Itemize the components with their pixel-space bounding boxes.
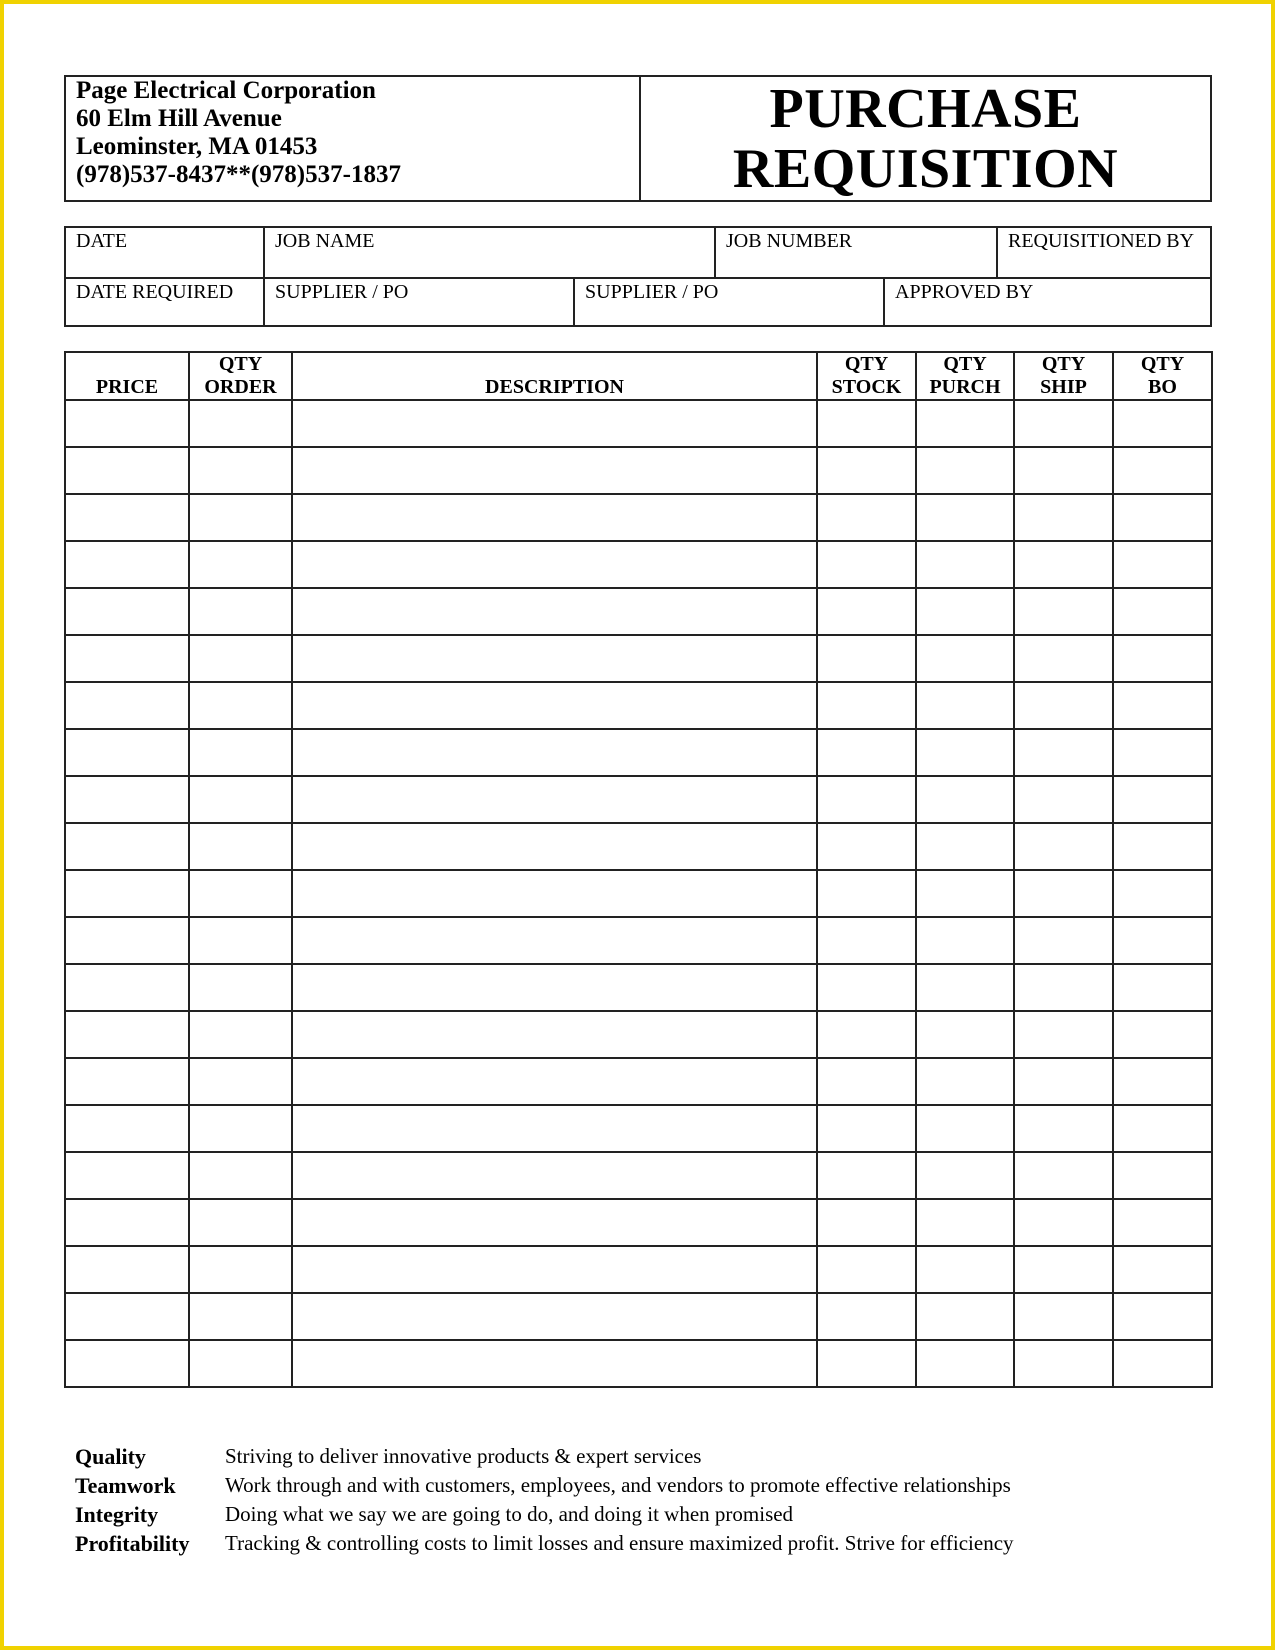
qty-order-cell[interactable] <box>189 823 292 870</box>
description-cell[interactable] <box>292 588 817 635</box>
qty-bo-cell[interactable] <box>1113 776 1212 823</box>
table-row <box>65 447 1212 494</box>
qty-purch-cell[interactable] <box>916 1340 1014 1387</box>
description-cell[interactable] <box>292 729 817 776</box>
qty-stock-cell[interactable] <box>817 1340 916 1387</box>
qty-ship-cell[interactable] <box>1014 776 1113 823</box>
qty-ship-cell[interactable] <box>1014 1058 1113 1105</box>
qty-bo-cell[interactable] <box>1113 1293 1212 1340</box>
column-header-qty-bo: QTY BO <box>1113 352 1212 400</box>
value-description: Work through and with customers, employees, and vendors to promote effective relationships <box>225 1473 1011 1497</box>
column-header-qty-ship: QTY SHIP <box>1014 352 1113 400</box>
price-cell[interactable] <box>65 588 189 635</box>
qty-purch-cell[interactable] <box>916 400 1014 447</box>
table-row <box>65 1105 1212 1152</box>
qty-stock-cell[interactable] <box>817 447 916 494</box>
description-cell[interactable] <box>292 1340 817 1387</box>
qty-bo-cell[interactable] <box>1113 917 1212 964</box>
qty-order-cell[interactable] <box>189 1058 292 1105</box>
qty-stock-cell[interactable] <box>817 1152 916 1199</box>
price-cell[interactable] <box>65 1340 189 1387</box>
qty-bo-cell[interactable] <box>1113 1105 1212 1152</box>
qty-ship-cell[interactable] <box>1014 1199 1113 1246</box>
date-field[interactable]: DATE <box>66 228 265 277</box>
qty-bo-cell[interactable] <box>1113 1152 1212 1199</box>
value-description: Tracking & controlling costs to limit losses and ensure maximized profit. Strive for efficiency <box>225 1531 1014 1555</box>
qty-stock-cell[interactable] <box>817 1105 916 1152</box>
qty-order-cell[interactable] <box>189 400 292 447</box>
qty-stock-cell[interactable] <box>817 400 916 447</box>
description-cell[interactable] <box>292 1105 817 1152</box>
qty-bo-cell[interactable] <box>1113 1199 1212 1246</box>
qty-stock-cell[interactable] <box>817 1011 916 1058</box>
price-cell[interactable] <box>65 635 189 682</box>
qty-ship-cell[interactable] <box>1014 447 1113 494</box>
description-cell[interactable] <box>292 400 817 447</box>
qty-ship-cell[interactable] <box>1014 635 1113 682</box>
price-cell[interactable] <box>65 1152 189 1199</box>
table-row <box>65 917 1212 964</box>
qty-ship-cell[interactable] <box>1014 823 1113 870</box>
qty-bo-cell[interactable] <box>1113 964 1212 1011</box>
qty-bo-cell[interactable] <box>1113 823 1212 870</box>
price-cell[interactable] <box>65 1105 189 1152</box>
qty-order-cell[interactable] <box>189 964 292 1011</box>
table-header-row <box>65 352 1212 400</box>
price-cell[interactable] <box>65 776 189 823</box>
value-description: Doing what we say we are going to do, and doing it when promised <box>225 1502 794 1526</box>
info-row-2 <box>66 277 1210 325</box>
job-name-field[interactable]: JOB NAME <box>265 228 716 277</box>
company-phones: (978)537-8437**(978)537-1837 <box>76 161 401 188</box>
description-cell[interactable] <box>292 682 817 729</box>
description-cell[interactable] <box>292 635 817 682</box>
qty-ship-cell[interactable] <box>1014 1293 1113 1340</box>
company-info <box>66 77 641 200</box>
price-cell[interactable] <box>65 917 189 964</box>
description-cell[interactable] <box>292 541 817 588</box>
table-row <box>65 823 1212 870</box>
table-row <box>65 964 1212 1011</box>
description-cell[interactable] <box>292 964 817 1011</box>
qty-purch-cell[interactable] <box>916 1011 1014 1058</box>
column-header-price: PRICE <box>65 352 189 400</box>
qty-stock-cell[interactable] <box>817 588 916 635</box>
qty-bo-cell[interactable] <box>1113 870 1212 917</box>
description-cell[interactable] <box>292 1246 817 1293</box>
qty-order-cell[interactable] <box>189 1293 292 1340</box>
column-header-description: DESCRIPTION <box>292 352 817 400</box>
description-cell[interactable] <box>292 1011 817 1058</box>
qty-purch-cell[interactable] <box>916 1293 1014 1340</box>
qty-purch-cell[interactable] <box>916 682 1014 729</box>
items-table <box>64 351 1213 1388</box>
qty-purch-cell[interactable] <box>916 588 1014 635</box>
qty-stock-cell[interactable] <box>817 776 916 823</box>
value-name: Integrity <box>75 1502 159 1527</box>
qty-ship-cell[interactable] <box>1014 917 1113 964</box>
value-row-teamwork <box>75 1471 1014 1500</box>
value-name: Quality <box>75 1444 146 1469</box>
price-cell[interactable] <box>65 682 189 729</box>
description-cell[interactable] <box>292 870 817 917</box>
qty-order-cell[interactable] <box>189 635 292 682</box>
info-row-1 <box>66 228 1210 277</box>
qty-bo-cell[interactable] <box>1113 682 1212 729</box>
table-row <box>65 682 1212 729</box>
items-table-body <box>65 400 1212 1387</box>
qty-order-cell[interactable] <box>189 1340 292 1387</box>
qty-stock-cell[interactable] <box>817 1058 916 1105</box>
table-row <box>65 729 1212 776</box>
requisitioned-by-field[interactable]: REQUISITIONED BY <box>1008 230 1195 252</box>
qty-purch-cell[interactable] <box>916 447 1014 494</box>
qty-order-cell[interactable] <box>189 1152 292 1199</box>
qty-purch-cell[interactable] <box>916 494 1014 541</box>
qty-order-cell[interactable] <box>189 1199 292 1246</box>
qty-order-cell[interactable] <box>189 682 292 729</box>
table-row <box>65 1152 1212 1199</box>
description-cell[interactable] <box>292 776 817 823</box>
form-title <box>641 77 1210 200</box>
qty-stock-cell[interactable] <box>817 823 916 870</box>
qty-purch-cell[interactable] <box>916 1246 1014 1293</box>
value-row-quality <box>75 1442 1014 1471</box>
qty-ship-cell[interactable] <box>1014 1105 1113 1152</box>
description-cell[interactable] <box>292 1199 817 1246</box>
price-cell[interactable] <box>65 1058 189 1105</box>
column-header-qty-order: QTY ORDER <box>189 352 292 400</box>
qty-stock-cell[interactable] <box>817 1293 916 1340</box>
qty-order-cell[interactable] <box>189 870 292 917</box>
table-row <box>65 588 1212 635</box>
qty-stock-cell[interactable] <box>817 1199 916 1246</box>
description-cell[interactable] <box>292 917 817 964</box>
price-cell[interactable] <box>65 1199 189 1246</box>
company-name: Page Electrical Corporation <box>76 77 376 104</box>
qty-order-cell[interactable] <box>189 1246 292 1293</box>
qty-order-cell[interactable] <box>189 541 292 588</box>
qty-stock-cell[interactable] <box>817 917 916 964</box>
table-row <box>65 635 1212 682</box>
qty-ship-cell[interactable] <box>1014 494 1113 541</box>
qty-purch-cell[interactable] <box>916 870 1014 917</box>
qty-order-cell[interactable] <box>189 447 292 494</box>
qty-stock-cell[interactable] <box>817 494 916 541</box>
table-row <box>65 870 1212 917</box>
value-row-integrity <box>75 1500 1014 1529</box>
price-cell[interactable] <box>65 447 189 494</box>
approved-by-field[interactable]: APPROVED BY <box>895 281 1034 303</box>
qty-bo-cell[interactable] <box>1113 588 1212 635</box>
qty-bo-cell[interactable] <box>1113 1340 1212 1387</box>
qty-order-cell[interactable] <box>189 1105 292 1152</box>
table-row <box>65 400 1212 447</box>
qty-stock-cell[interactable] <box>817 1246 916 1293</box>
qty-purch-cell[interactable] <box>916 776 1014 823</box>
table-row <box>65 1293 1212 1340</box>
job-number-field[interactable]: JOB NUMBER <box>716 228 998 277</box>
qty-bo-cell[interactable] <box>1113 447 1212 494</box>
price-cell[interactable] <box>65 870 189 917</box>
price-cell[interactable] <box>65 494 189 541</box>
table-row <box>65 1199 1212 1246</box>
qty-ship-cell[interactable] <box>1014 1246 1113 1293</box>
description-cell[interactable] <box>292 1058 817 1105</box>
qty-order-cell[interactable] <box>189 1011 292 1058</box>
qty-bo-cell[interactable] <box>1113 1246 1212 1293</box>
description-cell[interactable] <box>292 1293 817 1340</box>
description-cell[interactable] <box>292 494 817 541</box>
qty-order-cell[interactable] <box>189 588 292 635</box>
qty-order-cell[interactable] <box>189 776 292 823</box>
qty-order-cell[interactable] <box>189 729 292 776</box>
price-cell[interactable] <box>65 1246 189 1293</box>
table-row <box>65 1058 1212 1105</box>
qty-bo-cell[interactable] <box>1113 729 1212 776</box>
qty-stock-cell[interactable] <box>817 541 916 588</box>
value-row-profitability <box>75 1529 1014 1558</box>
qty-purch-cell[interactable] <box>916 1152 1014 1199</box>
qty-order-cell[interactable] <box>189 494 292 541</box>
qty-purch-cell[interactable] <box>916 635 1014 682</box>
value-name: Teamwork <box>75 1473 176 1498</box>
qty-ship-cell[interactable] <box>1014 1011 1113 1058</box>
qty-ship-cell[interactable] <box>1014 870 1113 917</box>
table-row <box>65 541 1212 588</box>
qty-stock-cell[interactable] <box>817 682 916 729</box>
price-cell[interactable] <box>65 1011 189 1058</box>
qty-purch-cell[interactable] <box>916 1058 1014 1105</box>
company-city: Leominster, MA 01453 <box>76 133 318 160</box>
qty-ship-cell[interactable] <box>1014 964 1113 1011</box>
info-grid <box>64 226 1212 327</box>
qty-purch-cell[interactable] <box>916 541 1014 588</box>
title-line-2: REQUISITION <box>732 137 1119 200</box>
price-cell[interactable] <box>65 823 189 870</box>
qty-ship-cell[interactable] <box>1014 682 1113 729</box>
qty-purch-cell[interactable] <box>916 917 1014 964</box>
price-cell[interactable] <box>65 964 189 1011</box>
qty-ship-cell[interactable] <box>1014 1340 1113 1387</box>
value-name: Profitability <box>75 1531 190 1556</box>
description-cell[interactable] <box>292 823 817 870</box>
title-line-1: PURCHASE <box>769 77 1082 140</box>
qty-ship-cell[interactable] <box>1014 400 1113 447</box>
form-header <box>64 75 1212 202</box>
qty-bo-cell[interactable] <box>1113 494 1212 541</box>
qty-purch-cell[interactable] <box>916 1199 1014 1246</box>
table-row <box>65 494 1212 541</box>
qty-purch-cell[interactable] <box>916 964 1014 1011</box>
column-header-qty-purch: QTY PURCH <box>916 352 1014 400</box>
qty-stock-cell[interactable] <box>817 635 916 682</box>
table-row <box>65 776 1212 823</box>
table-row <box>65 1340 1212 1387</box>
column-header-qty-stock: QTY STOCK <box>817 352 916 400</box>
table-row <box>65 1246 1212 1293</box>
qty-ship-cell[interactable] <box>1014 588 1113 635</box>
qty-stock-cell[interactable] <box>817 870 916 917</box>
table-row <box>65 1011 1212 1058</box>
description-cell[interactable] <box>292 1152 817 1199</box>
qty-purch-cell[interactable] <box>916 729 1014 776</box>
qty-ship-cell[interactable] <box>1014 541 1113 588</box>
qty-purch-cell[interactable] <box>916 1105 1014 1152</box>
qty-bo-cell[interactable] <box>1113 635 1212 682</box>
price-cell[interactable] <box>65 729 189 776</box>
date-required-field[interactable]: DATE REQUIRED <box>66 279 265 325</box>
value-description: Striving to deliver innovative products & expert services <box>225 1444 702 1468</box>
qty-ship-cell[interactable] <box>1014 729 1113 776</box>
price-cell[interactable] <box>65 541 189 588</box>
qty-bo-cell[interactable] <box>1113 400 1212 447</box>
qty-bo-cell[interactable] <box>1113 541 1212 588</box>
qty-ship-cell[interactable] <box>1014 1152 1113 1199</box>
qty-bo-cell[interactable] <box>1113 1011 1212 1058</box>
qty-stock-cell[interactable] <box>817 964 916 1011</box>
company-street: 60 Elm Hill Avenue <box>76 105 282 132</box>
supplier-po-field-2[interactable]: SUPPLIER / PO <box>575 279 885 325</box>
qty-stock-cell[interactable] <box>817 729 916 776</box>
company-values <box>75 1442 1014 1558</box>
price-cell[interactable] <box>65 400 189 447</box>
qty-bo-cell[interactable] <box>1113 1058 1212 1105</box>
qty-order-cell[interactable] <box>189 917 292 964</box>
qty-purch-cell[interactable] <box>916 823 1014 870</box>
price-cell[interactable] <box>65 1293 189 1340</box>
supplier-po-field-1[interactable]: SUPPLIER / PO <box>265 279 575 325</box>
description-cell[interactable] <box>292 447 817 494</box>
